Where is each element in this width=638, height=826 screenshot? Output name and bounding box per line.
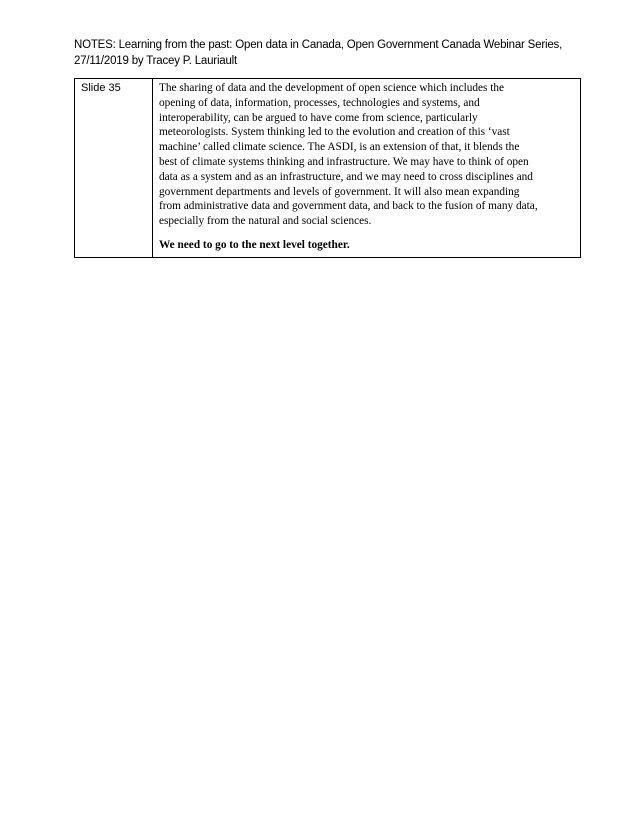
body-line: from administrative data and government data, and back to the fusion of many data, <box>159 200 538 213</box>
notes-table <box>74 78 581 258</box>
body-line: machine’ called climate science. The ASDI, is an extension of that, it blends the <box>159 141 520 154</box>
closing-statement: We need to go to the next level together. <box>159 238 350 251</box>
table-row <box>75 79 581 258</box>
paragraph-gap <box>159 229 574 238</box>
body-line: interoperability, can be argued to have come from science, particularly <box>159 111 478 124</box>
header-date-author-line: 27/11/2019 by Tracey P. Lauriault <box>74 55 238 67</box>
body-line: government departments and levels of government. It will also mean expanding <box>159 185 520 198</box>
notes-body-cell <box>153 79 581 258</box>
body-line: The sharing of data and the development of open science which includes the <box>159 82 505 94</box>
body-line: meteorologists. System thinking led to the evolution and creation of this ‘vast <box>159 126 510 139</box>
notes-header <box>74 37 574 69</box>
slide-number-cell: Slide 35 <box>75 79 153 258</box>
header-title-line: NOTES: Learning from the past: Open data in Canada, Open Government Canada Webinar Series, <box>74 39 563 51</box>
body-line: data as a system and as an infrastructure, and we may need to cross disciplines and <box>159 170 533 183</box>
body-line: opening of data, information, processes, technologies and systems, and <box>159 96 480 109</box>
body-line: especially from the natural and social sciences. <box>159 215 372 228</box>
body-line: best of climate systems thinking and infrastructure. We may have to think of open <box>159 155 529 168</box>
